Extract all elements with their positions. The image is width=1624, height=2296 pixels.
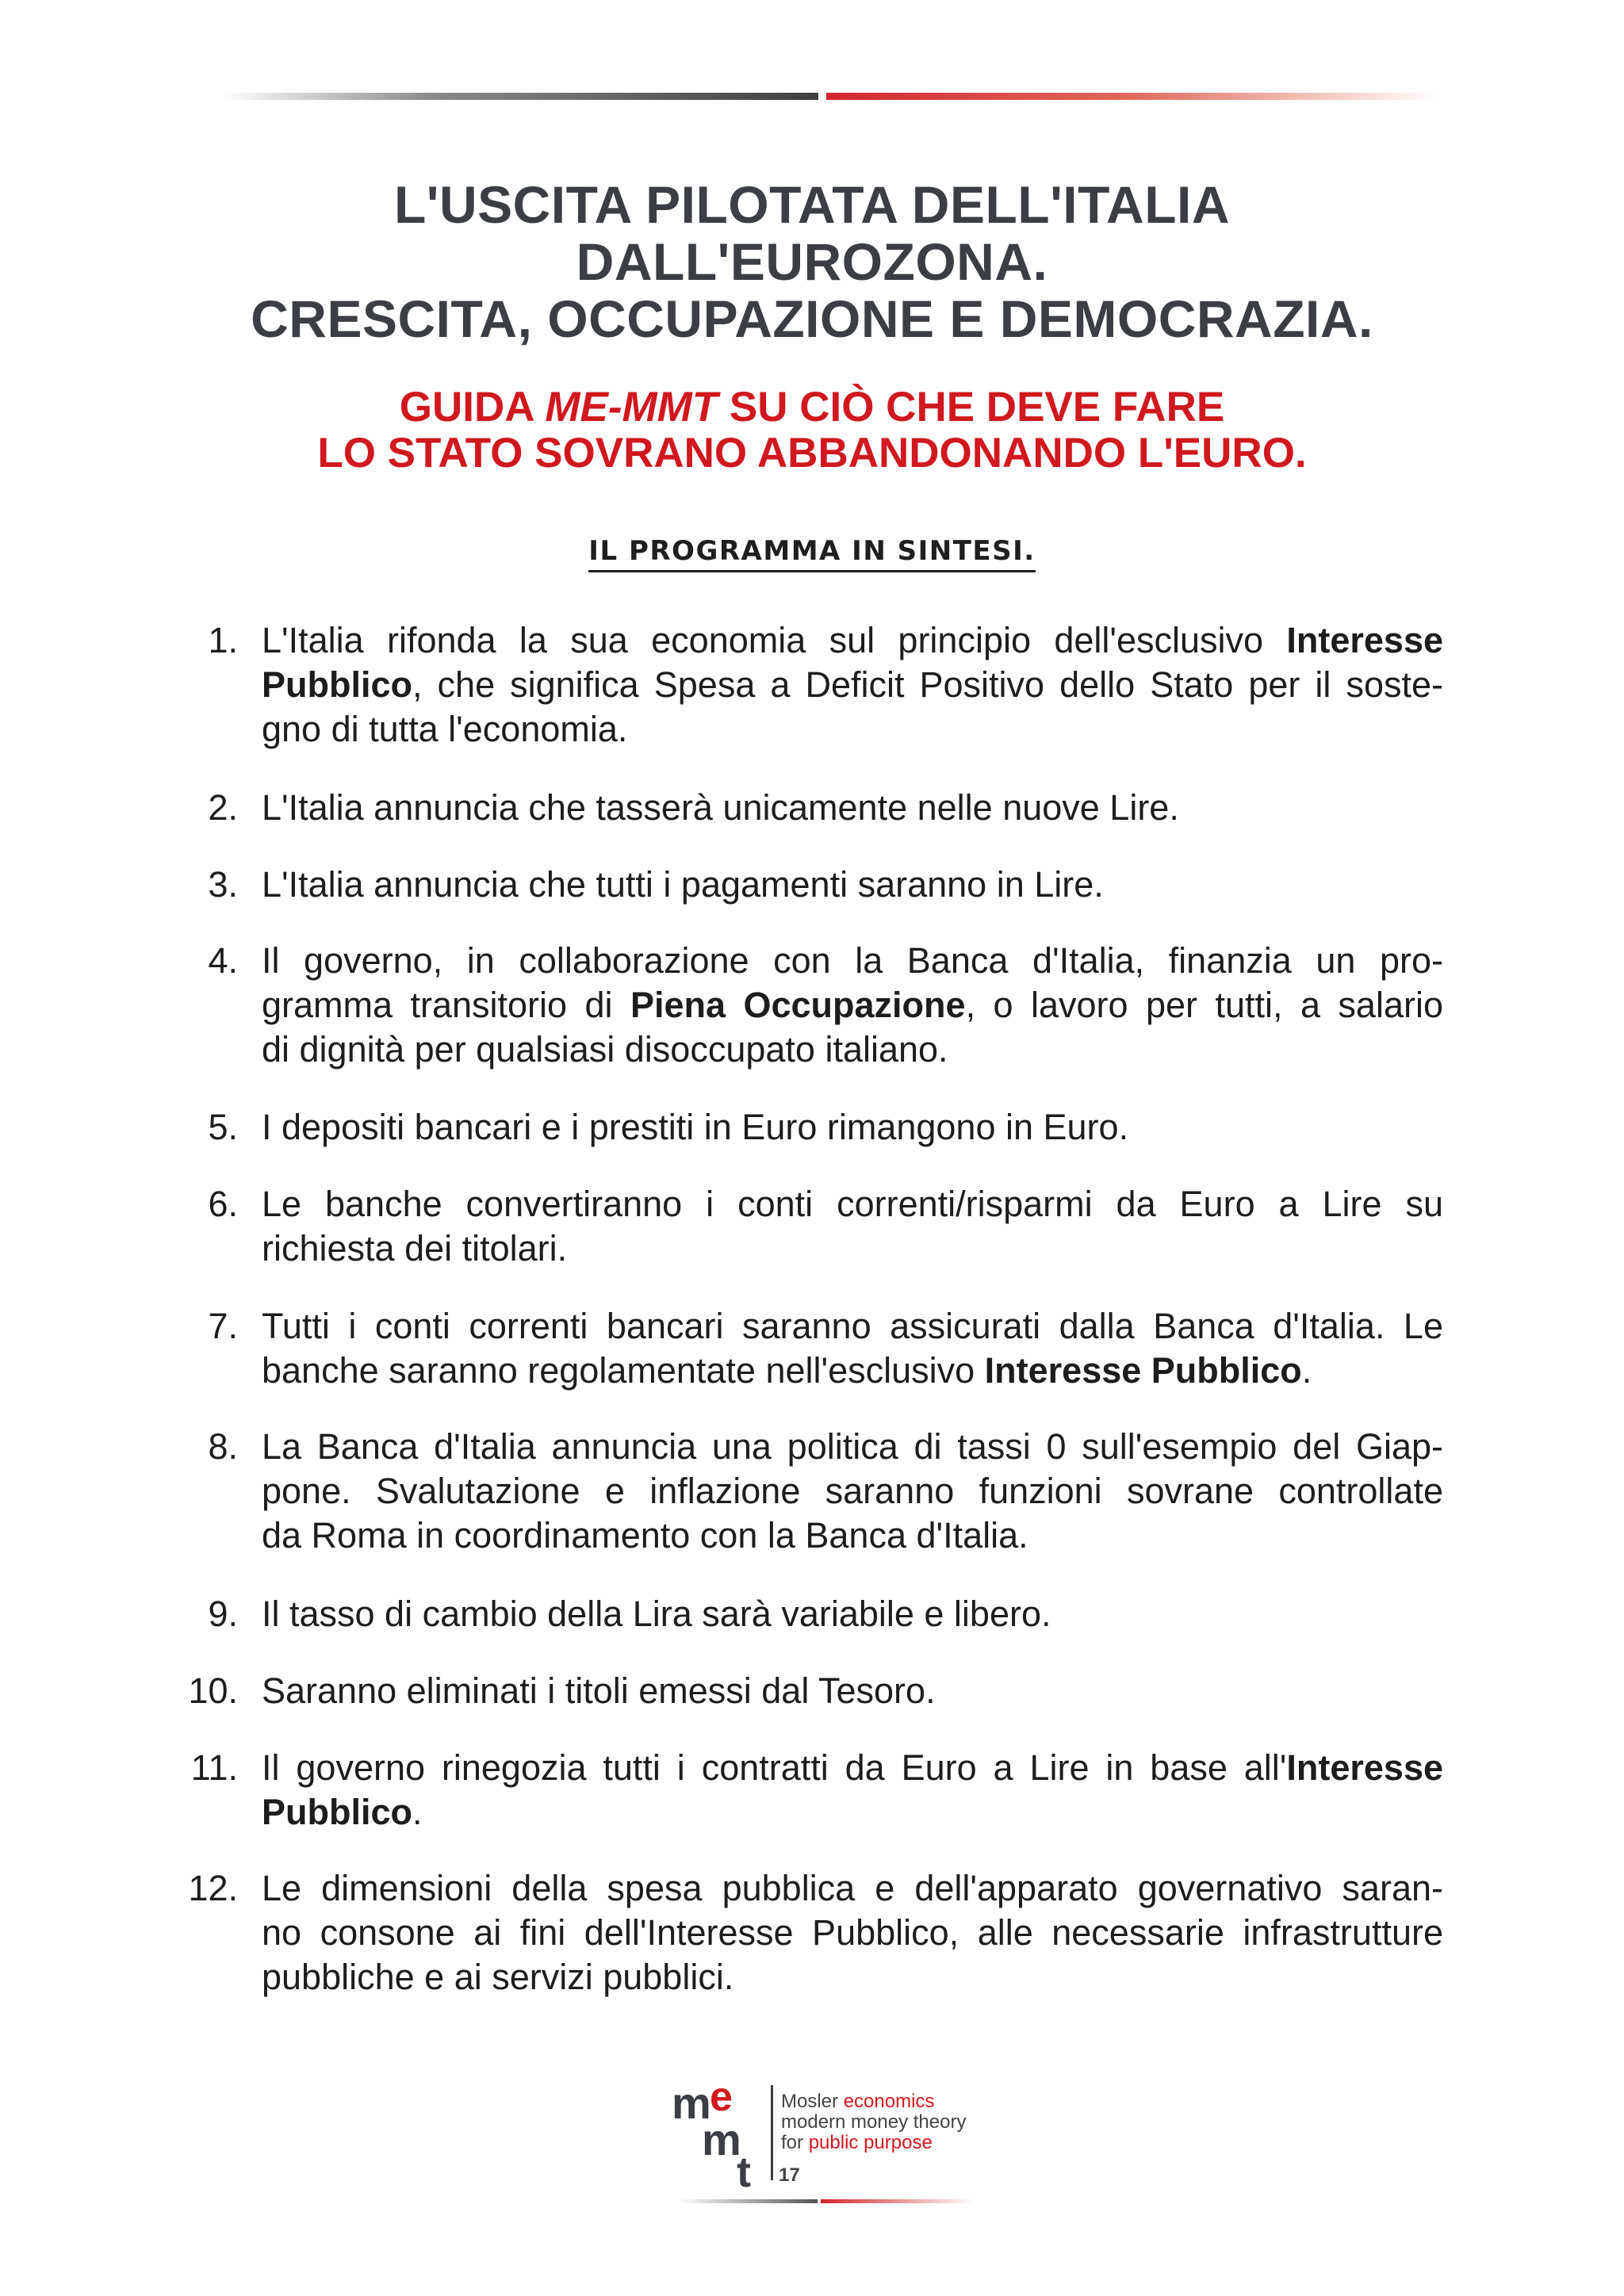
- item-number: 8.: [208, 1426, 238, 1467]
- item-number: 2.: [208, 787, 238, 828]
- subtitle-prefix: GUIDA: [399, 384, 546, 430]
- section-heading: [0, 535, 1624, 567]
- item-text: L'Italia annuncia che tutti i pagamenti saranno in Lire.: [262, 864, 1104, 905]
- page-subtitle: [0, 385, 1624, 476]
- title-line-3: CRESCITA, OCCUPAZIONE E DEMOCRAZIA.: [251, 289, 1373, 348]
- item-text: L'Italia annuncia che tasserà unicamente nelle nuove Lire.: [262, 787, 1179, 828]
- item-number: 9.: [208, 1594, 238, 1634]
- item-number: 7.: [208, 1306, 238, 1346]
- section-heading-text: IL PROGRAMMA IN SINTESI.: [588, 535, 1035, 572]
- top-rule-gray: [222, 93, 818, 100]
- memmt-logo-mark: [670, 2077, 781, 2188]
- page-title: [0, 176, 1624, 347]
- item-text: Il governo, in collaborazione con la Banca d'Italia, finanzia un pro- gramma transitorio di Piena Occupazione, o lavoro per tutti, a salario di dignità per qualsiasi disoccupato italiano.: [262, 940, 1443, 1070]
- page-number: 17: [779, 2164, 800, 2186]
- item-number: 11.: [190, 1747, 238, 1788]
- bottom-rule-red: [821, 2199, 975, 2203]
- item-text: La Banca d'Italia annuncia una politica di tassi 0 sull'esempio del Giap- pone. Svalutazione e inflazione saranno funzioni sovrane controllate da Roma in coordinamento con la Banca d'Italia.: [262, 1426, 1443, 1556]
- bottom-rule-gray: [678, 2199, 818, 2203]
- emphasis: Pubblico: [262, 664, 412, 705]
- item-number: 4.: [208, 940, 238, 981]
- item-text: Tutti i conti correnti bancari saranno assicurati dalla Banca d'Italia. Le banche saranno regolamentate nell'esclusivo Interesse Pubblico.: [262, 1306, 1443, 1391]
- subtitle-brand: ME-MMT: [545, 384, 718, 430]
- item-number: 10.: [188, 1670, 238, 1711]
- svg-text:m: m: [672, 2078, 711, 2128]
- item-text: Le dimensioni della spesa pubblica e dell'apparato governativo saran- no consone ai fini dell'Interesse Pubblico, alle necessarie infrastrutture pubbliche e ai servizi pubblici.: [262, 1868, 1443, 1997]
- subtitle-line-2: LO STATO SOVRANO ABBANDONANDO L'EURO.: [317, 430, 1307, 476]
- emphasis: Interesse: [1286, 620, 1443, 660]
- svg-text:t: t: [737, 2149, 751, 2188]
- item-number: 3.: [208, 864, 238, 905]
- item-text: Il governo rinegozia tutti i contratti da Euro a Lire in base all'Interesse Pubblico.: [262, 1747, 1443, 1832]
- emphasis: Interesse: [1286, 1747, 1443, 1788]
- emphasis: Pubblico: [262, 1792, 412, 1832]
- title-line-2: DALL'EUROZONA.: [576, 232, 1048, 291]
- title-line-1: L'USCITA PILOTATA DELL'ITALIA: [393, 175, 1231, 234]
- svg-text:e: e: [710, 2077, 733, 2120]
- item-text: L'Italia rifonda la sua economia sul principio dell'esclusivo Interesse Pubblico, che significa Spesa a Deficit Positivo dello Stato per il soste- gno di tutta l'economia.: [262, 620, 1443, 749]
- svg-text:m: m: [702, 2114, 741, 2164]
- item-text: I depositi bancari e i prestiti in Euro rimangono in Euro.: [262, 1107, 1129, 1147]
- item-text: Le banche convertiranno i conti correnti/risparmi da Euro a Lire su richiesta dei titolari.: [262, 1184, 1443, 1269]
- top-rule-red: [826, 93, 1437, 100]
- item-number: 5.: [208, 1107, 238, 1147]
- item-text: Il tasso di cambio della Lira sarà variabile e libero.: [262, 1594, 1051, 1634]
- subtitle-suffix: SU CIÒ CHE DEVE FARE: [718, 384, 1225, 430]
- item-number: 12.: [188, 1868, 238, 1908]
- emphasis: Interesse Pubblico: [984, 1350, 1302, 1391]
- item-text: Saranno eliminati i titoli emessi dal Tesoro.: [262, 1670, 936, 1711]
- emphasis: Piena Occupazione: [630, 985, 966, 1025]
- logo-tagline: Mosler economics modern money theory for public purpose: [781, 2091, 967, 2153]
- item-number: 6.: [208, 1184, 238, 1224]
- memmt-logo: [670, 2077, 987, 2188]
- item-number: 1.: [208, 620, 238, 660]
- subtitle-line-1: [0, 385, 1624, 430]
